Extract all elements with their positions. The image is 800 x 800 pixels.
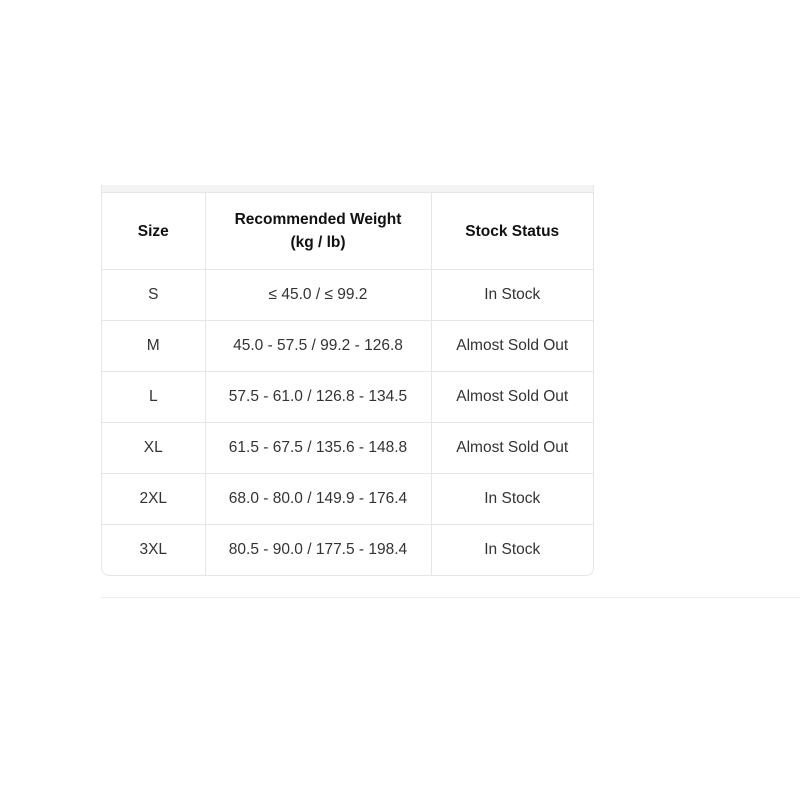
cell-weight: 45.0 - 57.5 / 99.2 - 126.8 — [205, 321, 431, 372]
table-row — [102, 372, 593, 423]
cell-size: XL — [102, 423, 205, 474]
cell-stock: In Stock — [431, 474, 593, 525]
size-chart-table-container — [101, 185, 594, 576]
header-weight-line2: (kg / lb) — [290, 234, 346, 251]
cell-weight: 61.5 - 67.5 / 135.6 - 148.8 — [205, 423, 431, 474]
cell-size: S — [102, 270, 205, 321]
cell-stock: Almost Sold Out — [431, 321, 593, 372]
table-header-row — [102, 193, 593, 270]
table-row — [102, 423, 593, 474]
table-row — [102, 474, 593, 525]
cell-size: M — [102, 321, 205, 372]
header-stock-status: Stock Status — [431, 193, 593, 270]
cell-size: 2XL — [102, 474, 205, 525]
cell-weight: 57.5 - 61.0 / 126.8 - 134.5 — [205, 372, 431, 423]
table-row — [102, 525, 593, 576]
header-size: Size — [102, 193, 205, 270]
table-row — [102, 270, 593, 321]
cell-weight: ≤ 45.0 / ≤ 99.2 — [205, 270, 431, 321]
cell-stock: Almost Sold Out — [431, 372, 593, 423]
cell-size: 3XL — [102, 525, 205, 576]
table-top-bar — [102, 185, 593, 192]
cell-stock: In Stock — [484, 541, 541, 558]
cell-weight: 80.5 - 90.0 / 177.5 - 198.4 — [205, 525, 431, 576]
section-divider — [101, 597, 800, 598]
header-recommended-weight — [205, 193, 431, 270]
size-chart-table — [102, 192, 593, 575]
table-row — [102, 321, 593, 372]
cell-stock: In Stock — [431, 270, 593, 321]
header-weight-line1: Recommended Weight — [234, 211, 402, 228]
cell-stock: Almost Sold Out — [431, 423, 593, 474]
cell-weight: 68.0 - 80.0 / 149.9 - 176.4 — [205, 474, 431, 525]
cell-size: L — [102, 372, 205, 423]
